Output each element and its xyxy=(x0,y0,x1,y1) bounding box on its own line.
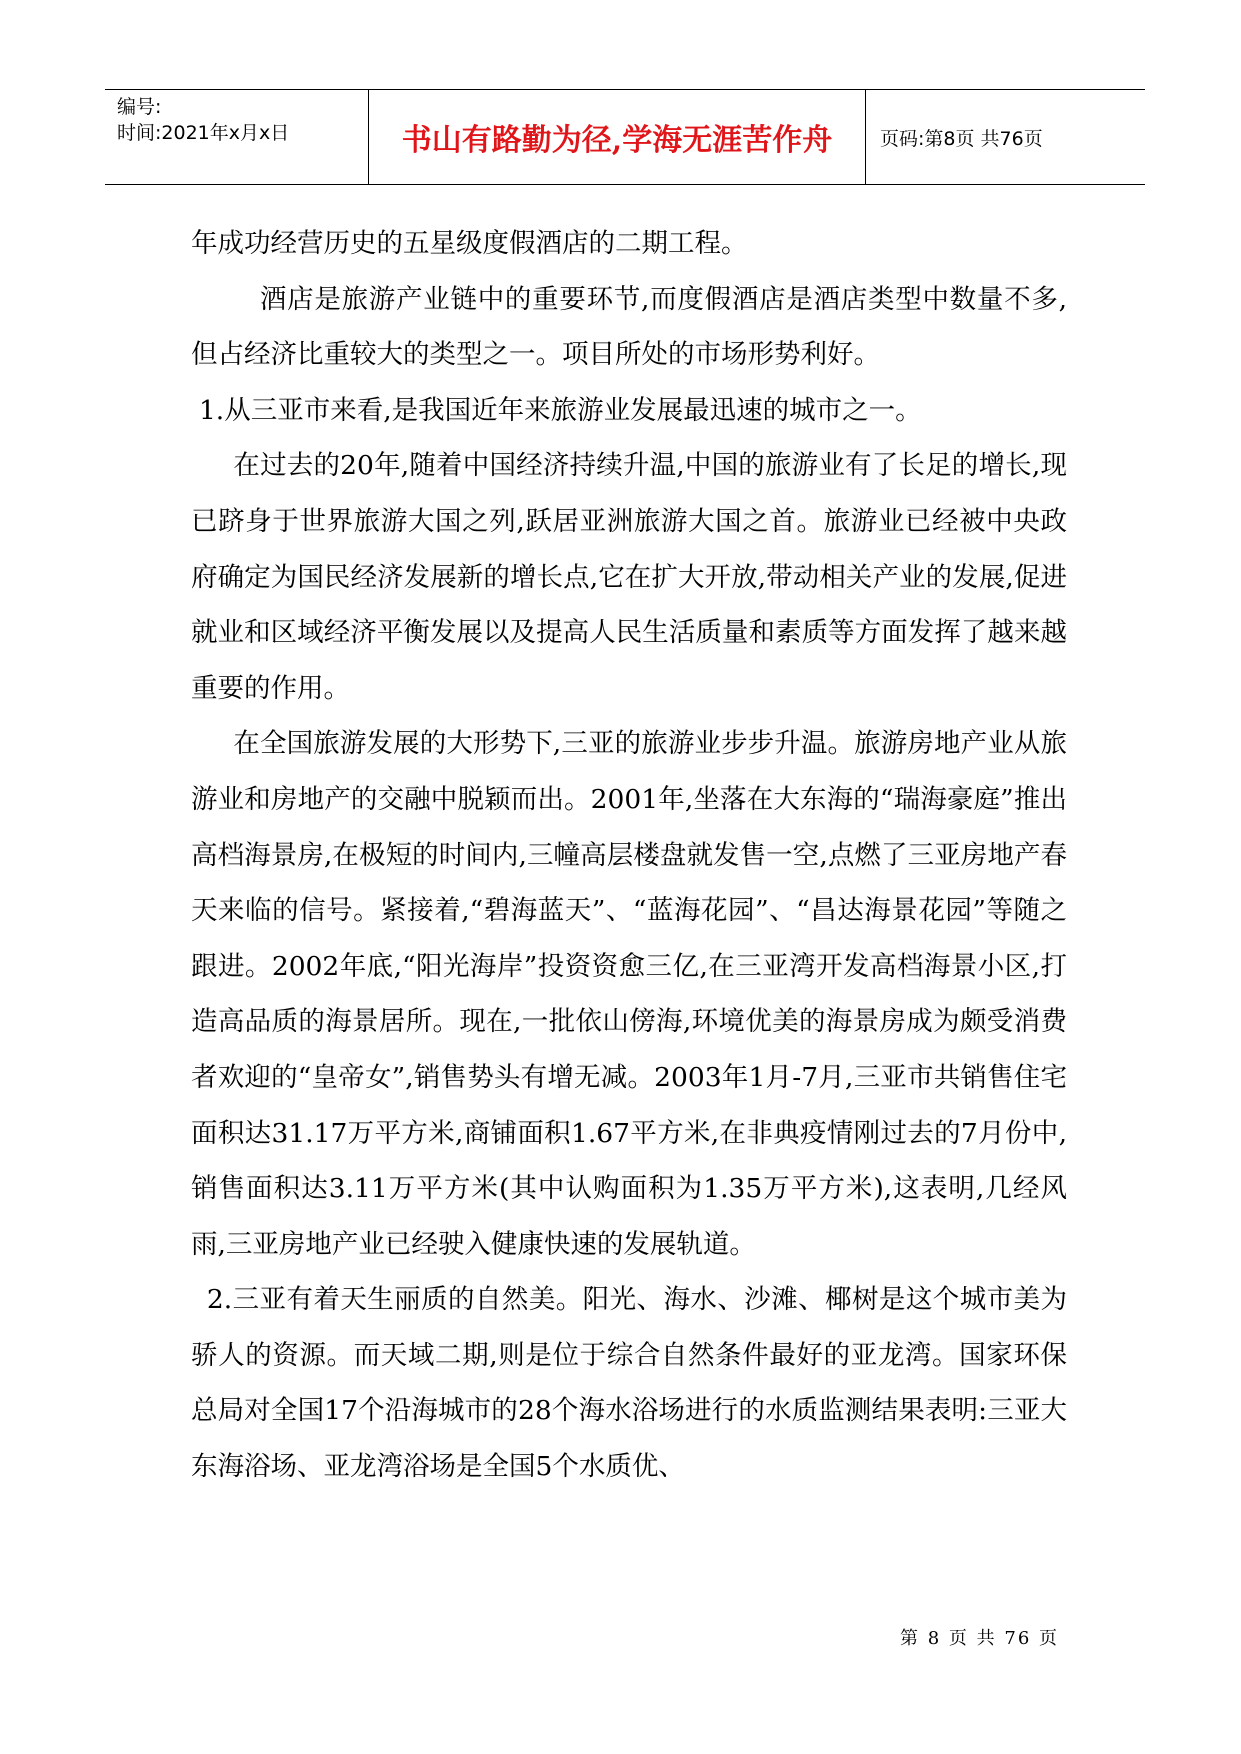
serial-label: 编号: xyxy=(117,96,162,118)
page-footer: 第 8 页 共 76 页 xyxy=(900,1628,1059,1649)
time-label: 时间:2021年x月x日 xyxy=(117,122,290,144)
paragraph: 2.三亚有着天生丽质的自然美。阳光、海水、沙滩、椰树是这个城市美为骄人的资源。而天域二期,则是位于综合自然条件最好的亚龙湾。国家环保总局对全国17个沿海城市的28个海水浴场进行的水质监测结果表明:三亚大东海浴场、亚龙湾浴场是全国5个水质优、 xyxy=(191,1284,1067,1483)
paragraph: 在过去的20年,随着中国经济持续升温,中国的旅游业有了长足的增长,现已跻身于世界旅游大国之列,跃居亚洲旅游大国之首。旅游业已经被中央政府确定为国民经济发展新的增长点,它在扩大开放,带动相关产业的发展,促进就业和区域经济平衡发展以及提高人民生活质量和素质等方面发挥了越来越重要的作用。 xyxy=(191,450,1067,704)
page-header xyxy=(105,89,1145,185)
document-body xyxy=(191,216,1067,1495)
paragraph: 1.从三亚市来看,是我国近年来旅游业发展最迅速的城市之一。 xyxy=(198,394,922,426)
paragraph: 年成功经营历史的五星级度假酒店的二期工程。 xyxy=(191,228,748,259)
header-page-number: 页码:第8页 共76页 xyxy=(880,127,1043,150)
header-motto: 书山有路勤为径,学海无涯苦作舟 xyxy=(369,90,866,184)
paragraph: 酒店是旅游产业链中的重要环节,而度假酒店是酒店类型中数量不多,但占经济比重较大的类型之一。项目所处的市场形势利好。 xyxy=(191,283,1067,371)
header-meta xyxy=(105,90,369,184)
paragraph: 在全国旅游发展的大形势下,三亚的旅游业步步升温。旅游房地产业从旅游业和房地产的交融中脱颖而出。2001年,坐落在大东海的“瑞海豪庭”推出高档海景房,在极短的时间内,三幢高层楼盘就发售一空,点燃了三亚房地产春天来临的信号。紧接着,“碧海蓝天”、“蓝海花园”、“昌达海景花园”等随之跟进。2002年底,“阳光海岸”投资资愈三亿,在三亚湾开发高档海景小区,打造高品质的海景居所。现在,一批依山傍海,环境优美的海景房成为颇受消费者欢迎的“皇帝女”,销售势头有增无减。2003年1月-7月,三亚市共销售住宅面积达31.17万平方米,商铺面积1.67平方米,在非典疫情刚过去的7月份中,销售面积达3.11万平方米(其中认购面积为1.35万平方米),这表明,几经风雨,三亚房地产业已经驶入健康快速的发展轨道。 xyxy=(191,728,1067,1260)
